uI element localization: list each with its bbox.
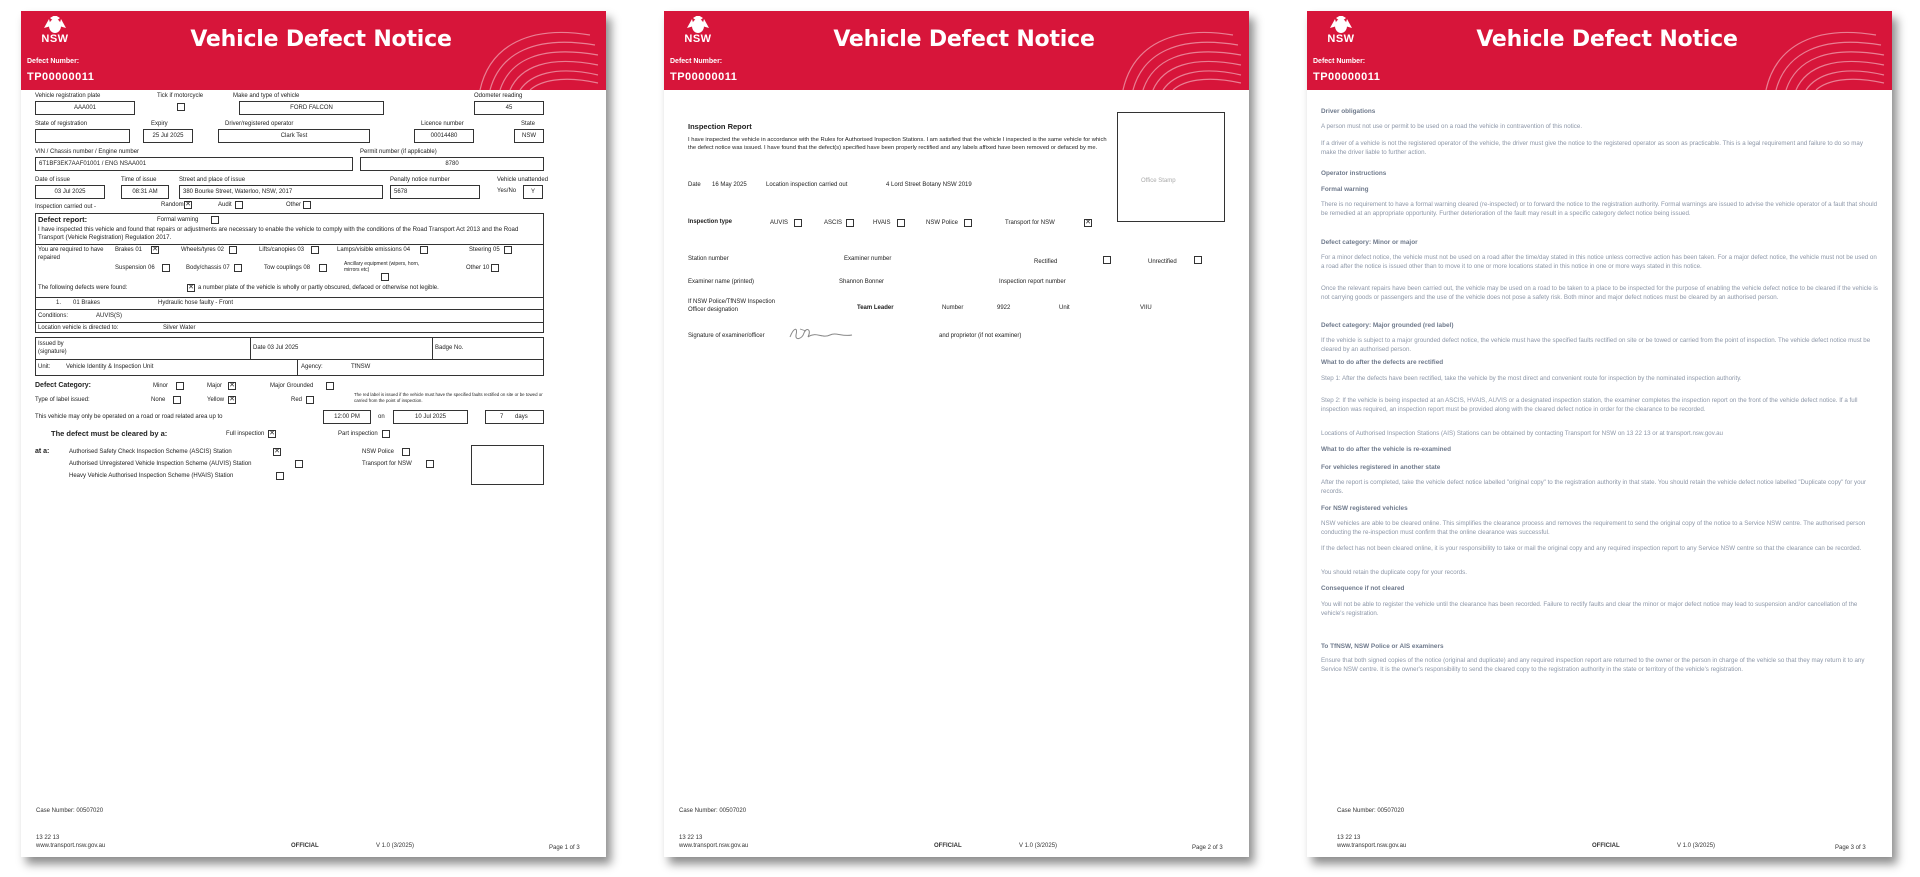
issued-by-label: Issued by (signature): [38, 341, 67, 355]
req-other-label: Other 10: [466, 265, 490, 271]
req-ancillary-label: Ancillary equipment (wipers, horn, mirrors etc): [344, 261, 420, 273]
type-hvais-checkbox: [897, 219, 905, 227]
random-checkbox: ✕: [185, 201, 191, 208]
major-grounded-heading: Defect category: Major grounded (red label): [1321, 322, 1454, 329]
notice-page-1: [21, 11, 606, 857]
notice-title: Vehicle Defect Notice: [190, 27, 452, 52]
page-number: Page 3 of 3: [1835, 845, 1866, 851]
office-stamp-box: [1117, 112, 1225, 222]
operate-days-value: 7: [500, 414, 504, 420]
footer-classification: OFFICIAL: [291, 843, 319, 849]
inspection-label: Inspection carried out -: [35, 204, 97, 210]
req-other-checkbox: [491, 264, 499, 272]
nsw-police-label: NSW Police: [362, 449, 395, 455]
agency-label: Agency:: [301, 364, 323, 370]
swirl-decoration-icon: [470, 15, 600, 90]
motorcycle-checkbox: [177, 103, 185, 111]
defect-category-label: Defect Category:: [35, 382, 92, 389]
full-inspection-label: Full inspection: [226, 431, 265, 437]
time-issue-label: Time of issue: [121, 177, 157, 183]
driver-obligations-text-2: If a driver of a vehicle is not the registered operator of the vehicle, the driver must give the notice to the registered operator as soon as practicable. This is a legal requirement and failure to do so may make the driver liable to further action.: [1321, 140, 1863, 156]
defect-row-number: 1.: [56, 300, 62, 306]
header-banner: [1307, 11, 1892, 90]
footer-classification: OFFICIAL: [1592, 843, 1620, 849]
examiner-name-value: Shannon Bonner: [839, 279, 885, 285]
badge-label: Badge No.: [435, 345, 464, 351]
formal-warning-text: There is no requirement to have a formal warning cleared (re-inspected) or to forward the notice to the registration authority. Formal warnings are issued to advise the vehicle operator of a fault that should be remedied at an appropriate opportunity. Further deterioration of the fault may result in a specific category defect notice being issued.: [1321, 201, 1878, 217]
examiners-text: Ensure that both signed copies of the notice (original and duplicate) and any required inspection report are returned to the owner or the person in charge of the vehicle so that they may return it to any Service NSW centre. It is the owner's responsibility to send the cleared copy to the registration authority in the state or territory of the vehicle's registration.: [1321, 657, 1865, 673]
nsw-registered-text-2: If the defect has not been cleared online, it is your responsibility to take or mail the original copy and any required inspection report to any Service NSW centre so that the clearance can be recorded.: [1321, 545, 1862, 552]
req-brakes-label: Brakes 01: [115, 247, 143, 253]
ascis-checkbox: ✕: [274, 448, 280, 455]
defect-row-category: 01 Brakes: [73, 300, 101, 306]
make-label: Make and type of vehicle: [233, 93, 300, 99]
full-inspection-checkbox: ✕: [269, 430, 275, 437]
defect-number: TP00000011: [670, 71, 738, 83]
req-lamps-checkbox: [420, 246, 428, 254]
defect-number-label: Defect Number:: [1313, 58, 1366, 65]
state-field: [35, 129, 130, 143]
defect-number: TP00000011: [1313, 71, 1381, 83]
case-number: Case Number: 00507020: [1337, 808, 1405, 814]
examiner-signature-icon: [786, 323, 856, 345]
major-checkbox: ✕: [229, 382, 235, 389]
make-field: FORD FALCON: [239, 101, 384, 115]
swirl-decoration-icon: [1756, 15, 1886, 90]
tfnsw-checkbox: [426, 460, 434, 468]
date-value: 16 May 2025: [712, 182, 747, 188]
notice-page-3: [1307, 11, 1892, 857]
auvis-checkbox: [295, 460, 303, 468]
footer-classification: OFFICIAL: [934, 843, 962, 849]
formal-warning-label: Formal warning: [157, 217, 199, 223]
officer-designation-value: Team Leader: [857, 305, 894, 311]
location-value: 4 Lord Street Botany NSW 2019: [886, 182, 972, 188]
officer-unit-value: VIIU: [1140, 305, 1152, 311]
expiry-field: 25 Jul 2025: [143, 129, 193, 143]
type-ascis-label: ASCIS: [824, 220, 843, 226]
type-police-checkbox: [964, 219, 972, 227]
defect-number-label: Defect Number:: [27, 58, 80, 65]
conditions-value: AUVIS(S): [96, 313, 123, 319]
issue-date-label: Date 03 Jul 2025: [253, 345, 299, 351]
label-issued-label: Type of label issued:: [35, 397, 90, 403]
nsw-registered-text-1: NSW vehicles are able to be cleared online. This simplifies the clearance process and removes the requirement to send the original copy of the notice to a Service NSW centre. The authorised person conducting the re-inspection must confirm that the online clearance was successful.: [1321, 520, 1866, 536]
req-body-label: Body/chassis 07: [186, 265, 230, 271]
yellow-checkbox: ✕: [229, 396, 235, 403]
part-inspection-checkbox: [382, 430, 390, 438]
penalty-field: 5678: [390, 185, 480, 199]
another-state-heading: For vehicles registered in another state: [1321, 464, 1441, 471]
vin-label: VIN / Chassis number / Engine number: [35, 149, 140, 155]
random-label: Random: [161, 202, 184, 208]
req-brakes-checkbox: ✕: [152, 246, 158, 253]
red-label: Red: [291, 397, 303, 403]
cleared-by-label: The defect must be cleared by a:: [51, 429, 168, 438]
examiner-number-label: Examiner number: [844, 256, 892, 262]
notice-page-2: [664, 11, 1249, 857]
unrectified-label: Unrectified: [1148, 259, 1177, 265]
licence-field: 00014480: [414, 129, 474, 143]
header-banner: [664, 11, 1249, 90]
req-lamps-label: Lamps/visible emissions 04: [337, 247, 411, 253]
rectified-label: Rectified: [1034, 259, 1058, 265]
conditions-label: Conditions:: [38, 313, 69, 319]
defect-number: TP00000011: [27, 71, 95, 83]
auvis-label: Authorised Unregistered Vehicle Inspection Scheme (AUVIS) Station: [69, 461, 252, 467]
consequence-heading: Consequence if not cleared: [1321, 585, 1405, 592]
part-inspection-label: Part inspection: [338, 431, 378, 437]
odometer-field: 45: [474, 101, 544, 115]
footer-version: V 1.0 (3/2025): [1019, 843, 1058, 849]
nsw-registered-heading: For NSW registered vehicles: [1321, 505, 1408, 512]
after-rectified-heading: What to do after the defects are rectified: [1321, 359, 1444, 366]
officer-number-label: Number: [942, 305, 964, 311]
minor-checkbox: [176, 382, 184, 390]
req-ancillary-checkbox: [381, 273, 389, 281]
defect-row-description: Hydraulic hose faulty - Front: [158, 300, 234, 306]
station-number-label: Station number: [688, 256, 729, 262]
ascis-label: Authorised Safety Check Inspection Scheme (ASCIS) Station: [69, 449, 232, 455]
major-grounded-checkbox: [326, 382, 334, 390]
defect-report-title: Defect report:: [38, 215, 88, 224]
footer-version: V 1.0 (3/2025): [1677, 843, 1716, 849]
waratah-icon: [1326, 16, 1356, 34]
other-label: Other: [286, 202, 302, 208]
req-tow-checkbox: [319, 264, 327, 272]
driver-label: Driver/registered operator: [225, 121, 294, 127]
step-2-text: Step 2: If the vehicle is being inspected at an ASCIS, HVAIS, AUVIS or a designated inspection station, the examiner completes the inspection report on the front of the vehicle defect notice. If a full inspection was required, an inspection report must be provided along with the cleared defect notice in order for the clearance to be recorded.: [1321, 397, 1858, 413]
station-box: [471, 445, 544, 485]
audit-checkbox: [235, 201, 243, 209]
retain-copy-text: You should retain the duplicate copy for your records.: [1321, 569, 1467, 576]
major-grounded-text: If the vehicle is subject to a major grounded defect notice, the vehicle must have the specified faults rectified on site or be towed or carried from the point of inspection. The vehicle defect notice must be cleared by an authorised person.: [1321, 337, 1871, 353]
officer-number-value: 9922: [997, 305, 1011, 311]
inspection-report-title: Inspection Report: [688, 122, 752, 131]
re-examined-heading: What to do after the vehicle is re-examined: [1321, 446, 1451, 453]
reg-plate-label: Vehicle registration plate: [35, 93, 101, 99]
case-number: Case Number: 00507020: [36, 808, 104, 814]
found-label: The following defects were found:: [38, 285, 128, 291]
nsw-logo: NSW: [1321, 16, 1361, 44]
header-banner: [21, 11, 606, 90]
expiry-label: Expiry: [151, 121, 168, 127]
nsw-logo: NSW: [35, 16, 75, 44]
minor-major-heading: Defect category: Minor or major: [1321, 239, 1418, 246]
proprietor-label: and proprietor (if not examiner): [939, 333, 1022, 339]
swirl-decoration-icon: [1113, 15, 1243, 90]
formal-warning-checkbox: [211, 216, 219, 224]
driver-obligations-heading: Driver obligations: [1321, 108, 1376, 115]
agency-value: TfNSW: [351, 364, 371, 370]
req-steering-label: Steering 05: [469, 247, 500, 253]
penalty-label: Penalty notice number: [390, 177, 450, 183]
notice-title: Vehicle Defect Notice: [1476, 27, 1738, 52]
required-label: You are required to have repaired: [38, 247, 104, 261]
ais-locations-text: Locations of Authorised Inspection Stations (AIS) Stations can be obtained by contacting Transport for NSW on 13 22 13 or at transport.nsw.gov.au: [1321, 430, 1723, 437]
type-auvis-checkbox: [794, 219, 802, 227]
type-hvais-label: HVAIS: [873, 220, 891, 226]
state-label: State of registration: [35, 121, 88, 127]
req-suspension-label: Suspension 06: [115, 265, 155, 271]
unattended-field: Y: [523, 185, 543, 199]
req-body-checkbox: [234, 264, 242, 272]
unattended-label: Vehicle unattended: [497, 177, 549, 183]
rectified-checkbox: [1103, 256, 1111, 264]
minor-label: Minor: [153, 383, 169, 389]
location-label: Location inspection carried out: [766, 182, 848, 188]
req-wheels-label: Wheels/tyres 02: [181, 247, 225, 253]
footer-website: www.transport.nsw.gov.au: [679, 843, 749, 849]
req-suspension-checkbox: [162, 264, 170, 272]
signature-label: Signature of examiner/officer: [688, 333, 765, 339]
hvais-checkbox: [276, 472, 284, 480]
type-tfnsw-checkbox: ✕: [1085, 219, 1091, 226]
consequence-text: You will not be able to register the vehicle until the clearance has been recorded. Failure to rectify faults and clear the minor or major defect notice may lead to suspension and/or cancellation of the vehicle's registration.: [1321, 601, 1858, 617]
report-number-label: Inspection report number: [999, 279, 1066, 285]
req-lifts-checkbox: [311, 246, 319, 254]
driver-field: Clark Test: [218, 129, 370, 143]
type-ascis-checkbox: [846, 219, 854, 227]
operator-instructions-heading: Operator instructions: [1321, 170, 1387, 177]
date-issue-field: 03 Jul 2025: [35, 185, 105, 199]
vin-field: 6T1BF3EK7AAF01001 / ENG NSAA001: [35, 157, 353, 171]
location-value: Silver Water: [163, 325, 196, 331]
street-field: 380 Bourke Street, Waterloo, NSW, 2017: [179, 185, 383, 199]
page-number: Page 2 of 3: [1192, 845, 1223, 851]
type-police-label: NSW Police: [926, 220, 959, 226]
req-wheels-checkbox: [229, 246, 237, 254]
nsw-logo: NSW: [678, 16, 718, 44]
minor-major-text-1: For a minor defect notice, the vehicle must not be used on a road after the time/day stated in this notice unless corrective action has been taken. For a major defect notice, the vehicle must not be used on a road after the notice is issued other than to move it to one or more locations stated in this notice in one or more ways stated in this notice.: [1321, 254, 1877, 270]
licence-state-label: State: [521, 121, 536, 127]
office-stamp-label: Office Stamp: [1141, 178, 1176, 184]
date-label: Date: [688, 182, 701, 188]
days-label: days: [515, 414, 528, 420]
inspection-type-label: Inspection type: [688, 219, 733, 225]
plate-obscured-checkbox: ✕: [188, 284, 194, 291]
plate-obscured-text: a number plate of the vehicle is wholly or partly obscured, defaced or otherwise not legible.: [198, 285, 439, 291]
defect-report-text: I have inspected this vehicle and found that repairs or adjustments are necessary to enable the vehicle to comply with the conditions of the Road Transport Act 2013 and the Road Transport (Vehicle Registration) Regulation 2017.: [38, 226, 519, 241]
req-steering-checkbox: [504, 246, 512, 254]
type-auvis-label: AUVIS: [770, 220, 789, 226]
nsw-police-checkbox: [402, 448, 410, 456]
page-number: Page 1 of 3: [549, 845, 580, 851]
waratah-icon: [683, 16, 713, 34]
at-label: at a:: [35, 448, 50, 455]
odometer-label: Odometer reading: [474, 93, 523, 99]
unit-label: Unit:: [38, 364, 51, 370]
red-checkbox: [306, 396, 314, 404]
footer-code: 13 22 13: [36, 835, 60, 841]
issued-by-box: [35, 337, 544, 376]
type-tfnsw-label: Transport for NSW: [1005, 220, 1055, 226]
other-checkbox: [303, 201, 311, 209]
notice-title: Vehicle Defect Notice: [833, 27, 1095, 52]
waratah-icon: [40, 16, 70, 34]
defect-number-label: Defect Number:: [670, 58, 723, 65]
yellow-label: Yellow: [207, 397, 225, 403]
reg-plate-field: AAA001: [35, 101, 135, 115]
on-label: on: [378, 414, 385, 420]
another-state-text: After the report is completed, take the vehicle defect notice labelled "original copy" to the registration authority in that state. You should retain the vehicle defect notice labelled "Duplicate copy" for your records.: [1321, 479, 1867, 495]
req-lifts-label: Lifts/canopies 03: [259, 247, 305, 253]
major-label: Major: [207, 383, 223, 389]
hvais-label: Heavy Vehicle Authorised Inspection Scheme (HVAIS) Station: [69, 473, 234, 479]
unattended-yn-label: Yes/No: [497, 188, 517, 194]
examiner-name-label: Examiner name (printed): [688, 279, 755, 285]
step-1-text: Step 1: After the defects have been rectified, take the vehicle by the most direct and convenient route for inspection by the nominated inspection authority.: [1321, 375, 1742, 382]
time-issue-field: 08:31 AM: [121, 185, 169, 199]
tfnsw-label: Transport for NSW: [362, 461, 412, 467]
unit-value: Vehicle Identity & Inspection Unit: [66, 364, 154, 370]
operated-label: This vehicle may only be operated on a road or road related area up to: [35, 414, 223, 420]
operate-days-field: [485, 410, 544, 424]
location-label: Location vehicle is directed to:: [38, 325, 119, 331]
major-grounded-label: Major Grounded: [270, 383, 314, 389]
street-label: Street and place of issue: [179, 177, 246, 183]
officer-unit-label: Unit: [1059, 305, 1070, 311]
motorcycle-label: Tick if motorcycle: [157, 93, 204, 99]
examiners-heading: To TfNSW, NSW Police or AIS examiners: [1321, 643, 1444, 650]
audit-label: Audit: [218, 202, 232, 208]
case-number: Case Number: 00507020: [679, 808, 747, 814]
none-checkbox: [173, 396, 181, 404]
red-label-note: The red label is issued if the vehicle must have the specified faults rectified on site or be towed or carried from the point of inspection.: [354, 392, 543, 403]
permit-label: Permit number (if applicable): [360, 149, 437, 155]
licence-label: Licence number: [421, 121, 464, 127]
footer-website: www.transport.nsw.gov.au: [36, 843, 106, 849]
officer-designation-label: If NSW Police/TfNSW Inspection Officer designation: [688, 299, 776, 313]
operate-date-field: 10 Jul 2025: [393, 410, 468, 424]
footer-code: 13 22 13: [1337, 835, 1361, 841]
unrectified-checkbox: [1194, 256, 1202, 264]
permit-field: 8780: [360, 157, 544, 171]
footer-version: V 1.0 (3/2025): [376, 843, 415, 849]
date-issue-label: Date of issue: [35, 177, 71, 183]
minor-major-text-2: Once the relevant repairs have been carried out, the vehicle may be used on a road to be taken to a place to be inspected for the purpose of enabling the vehicle defect notice to be cleared if the vehicle is not carrying goods or passengers and the use of the vehicle does not pose a safety risk. Both minor and major defect notices must be cleared by an authorised person.: [1321, 285, 1878, 301]
inspection-report-intro: I have inspected the vehicle in accordance with the Rules for Authorised Inspection Stations. I am satisfied that the vehicle I inspected is the same vehicle for which the defect notice was issued. I have found that the defect(s) specified have been properly rectified and any labels affixed have been removed or defaced by me.: [688, 137, 1107, 151]
none-label: None: [151, 397, 166, 403]
footer-website: www.transport.nsw.gov.au: [1337, 843, 1407, 849]
operate-time-field: 12:00 PM: [323, 410, 371, 424]
req-tow-label: Tow couplings 08: [264, 265, 311, 271]
licence-state-field: NSW: [514, 129, 544, 143]
footer-code: 13 22 13: [679, 835, 703, 841]
formal-warning-heading: Formal warning: [1321, 186, 1369, 193]
driver-obligations-text-1: A person must not use or permit to be used on a road the vehicle in contravention of this notice.: [1321, 123, 1583, 130]
